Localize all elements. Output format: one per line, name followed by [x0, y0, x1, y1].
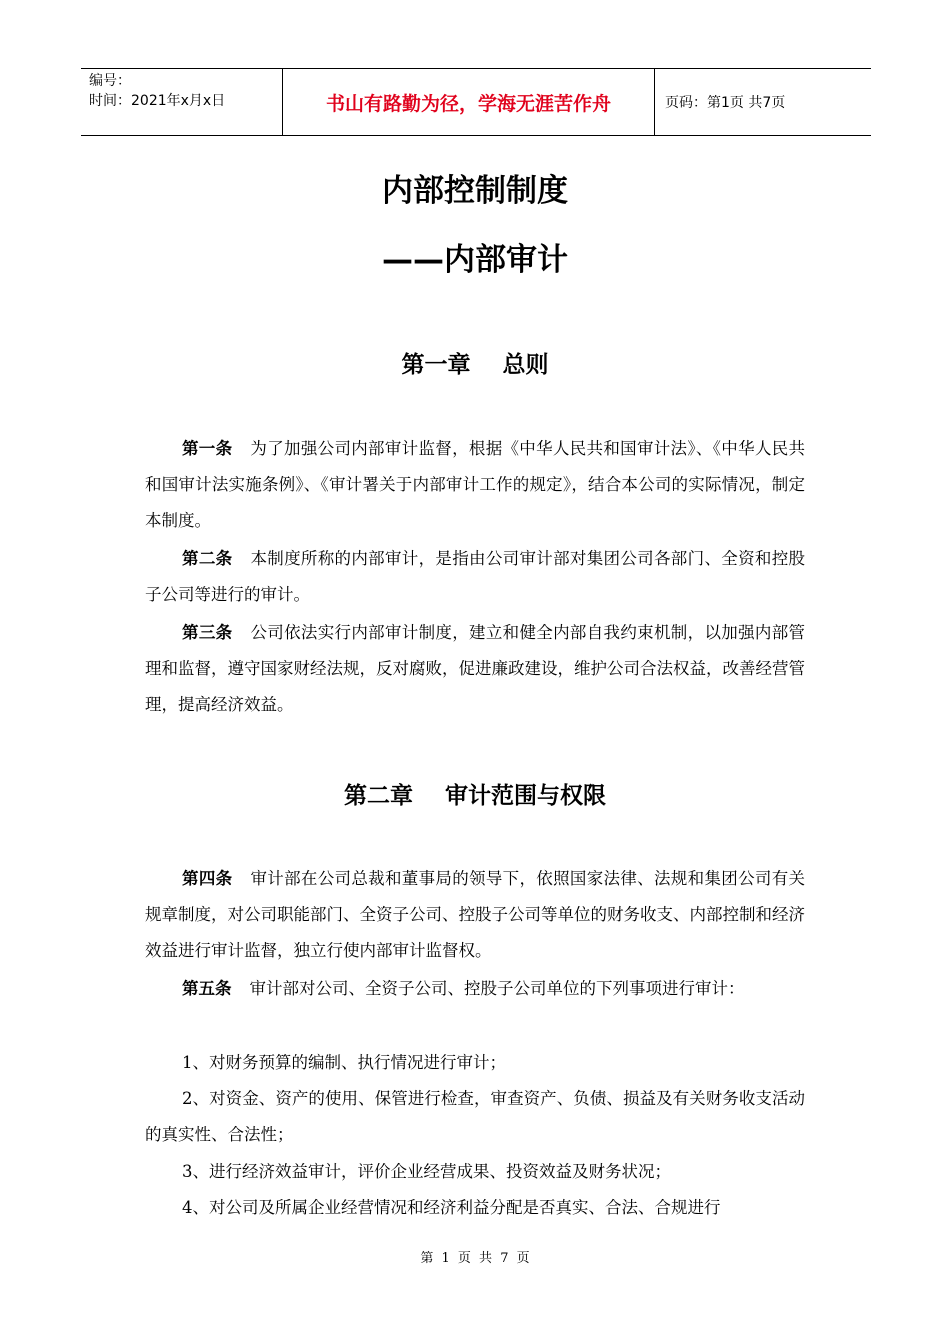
article-text: 为了加强公司内部审计监督，根据《中华人民共和国审计法》、《中华人民共和国审计法实施条例》、《审计署关于内部审计工作的规定》，结合本公司的实际情况，制定本制度。	[145, 439, 806, 530]
chapter-2-heading: 第二章 审计范围与权限	[343, 783, 607, 809]
header-table	[81, 68, 871, 136]
header-left-cell	[81, 69, 282, 135]
article-label: 第一条	[182, 439, 233, 458]
list-item: 2、对资金、资产的使用、保管进行检查，审查资产、负债、损益及有关财务收支活动的真实性、合法性；	[145, 1089, 805, 1144]
list-item: 1、对财务预算的编制、执行情况进行审计；	[182, 1053, 506, 1072]
article-1	[145, 431, 805, 539]
article-2	[145, 541, 805, 613]
article-label: 第二条	[182, 549, 233, 568]
article-4	[145, 861, 805, 969]
article-text: 审计部在公司总裁和董事局的领导下，依照国家法律、法规和集团公司有关规章制度，对公司职能部门、全资子公司、控股子公司等单位的财务收支、内部控制和经济效益进行审计监督，独立行使内部审计监督权。	[145, 869, 806, 960]
article-label: 第五条	[182, 979, 232, 998]
article-label: 第四条	[182, 869, 233, 888]
header-page-info: 页码：第1页 共7页	[665, 95, 786, 111]
article-3	[145, 615, 805, 723]
document-subtitle: ——内部审计	[382, 242, 568, 278]
document-number-label: 编号：	[89, 73, 131, 89]
list-item: 3、进行经济效益审计，评价企业经营成果、投资效益及财务状况；	[182, 1162, 671, 1181]
document-title: 内部控制制度	[382, 173, 568, 209]
chapter-1-heading: 第一章 总则	[401, 352, 549, 378]
article-text: 公司依法实行内部审计制度，建立和健全内部自我约束机制，以加强内部管理和监督，遵守国家财经法规，反对腐败，促进廉政建设，维护公司合法权益，改善经营管理，提高经济效益。	[145, 623, 806, 714]
article-label: 第三条	[182, 623, 233, 642]
list-item: 4、对公司及所属企业经营情况和经济利益分配是否真实、合法、合规进行	[182, 1198, 721, 1217]
header-motto: 书山有路勤为径，学海无涯苦作舟	[282, 69, 655, 135]
page-footer: 第 1 页 共 7 页	[420, 1251, 530, 1266]
article-text: 本制度所称的内部审计，是指由公司审计部对集团公司各部门、全资和控股子公司等进行的审计。	[145, 549, 806, 604]
article-text: 审计部对公司、全资子公司、控股子公司单位的下列事项进行审计：	[249, 979, 745, 998]
article-5	[145, 971, 805, 1007]
document-time-label: 时间：2021年x月x日	[89, 93, 226, 109]
